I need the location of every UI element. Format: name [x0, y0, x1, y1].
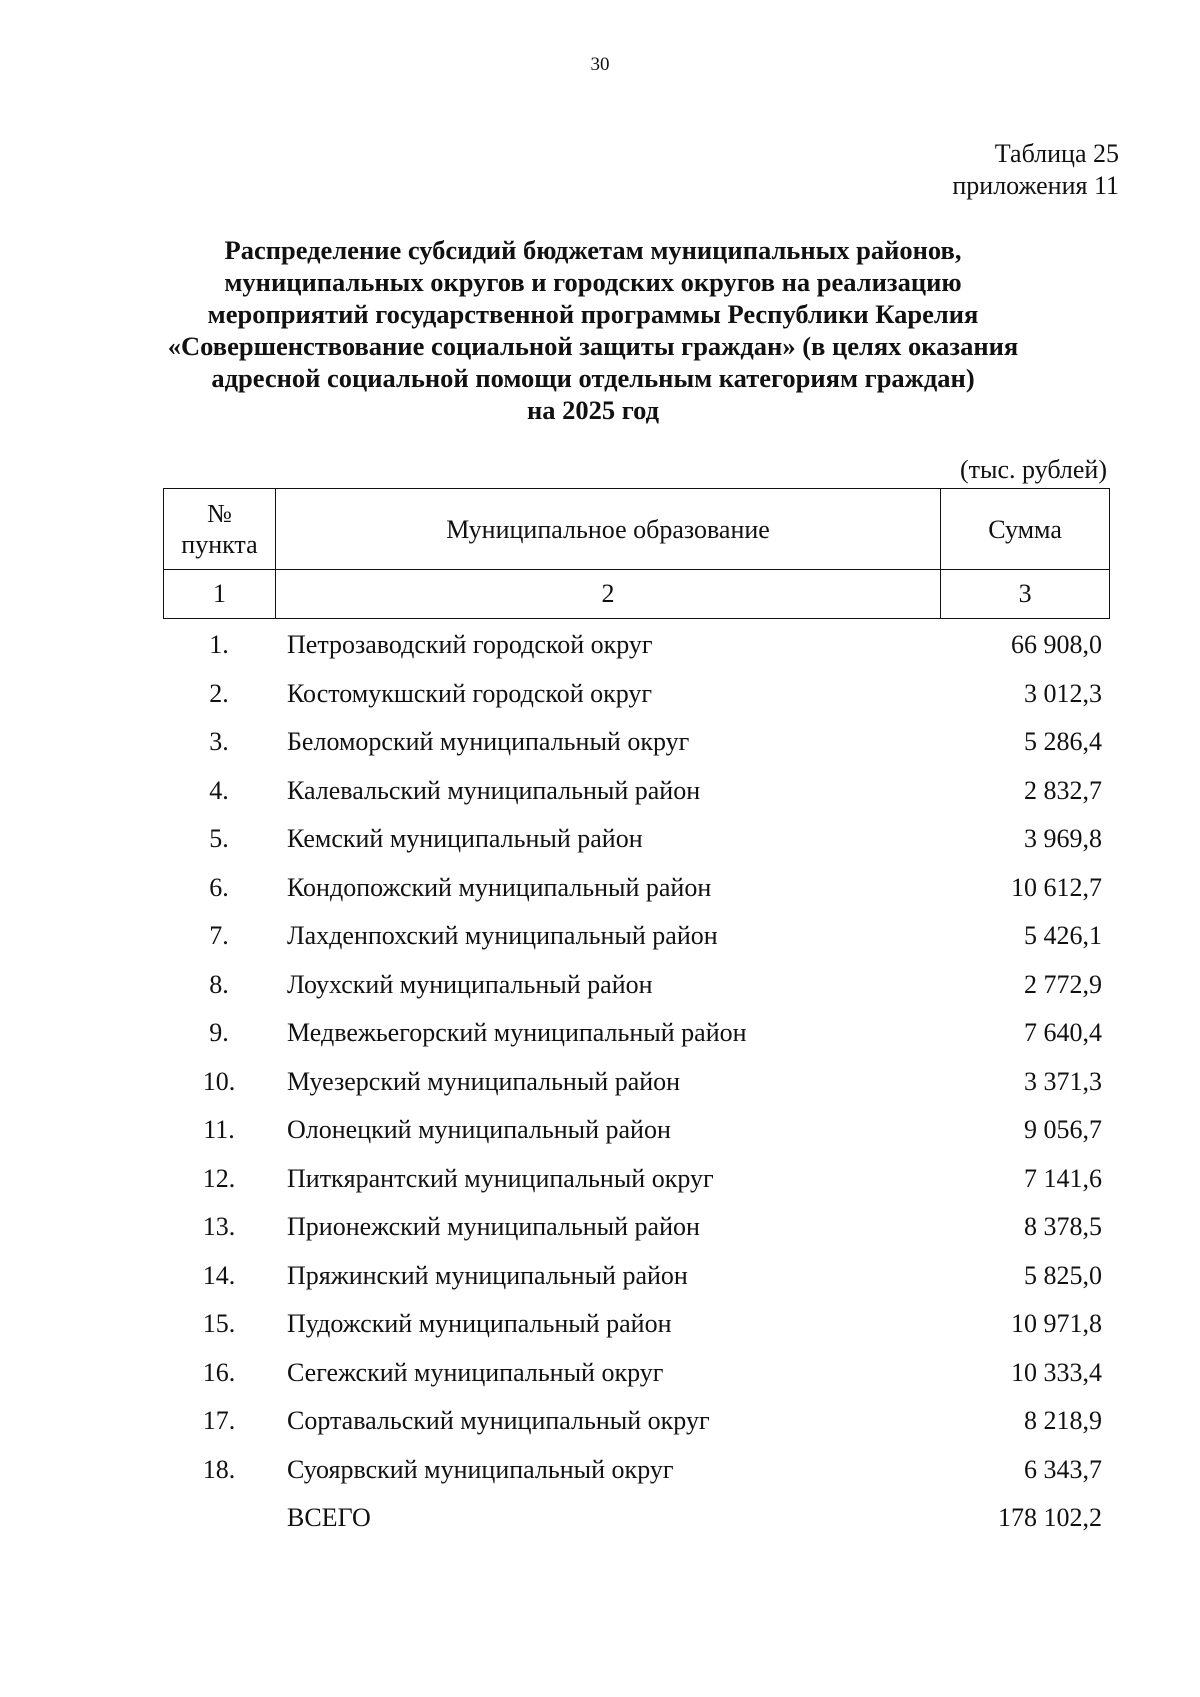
title-line: мероприятий государственной программы Республики Карелия — [207, 299, 979, 329]
table-header — [163, 488, 1110, 619]
row-municipality: Лахденпохский муниципальный район — [287, 921, 718, 950]
table-row — [163, 864, 1110, 913]
table-body — [163, 621, 1110, 1543]
row-number: 2. — [209, 678, 229, 708]
row-number: 3. — [209, 727, 229, 756]
row-municipality: Олонецкий муниципальный район — [287, 1115, 671, 1144]
row-number: 14. — [202, 1260, 236, 1290]
row-sum: 66 908,0 — [1011, 630, 1102, 659]
header-name-cell: Муниципальное образование — [275, 489, 940, 570]
row-number: 15. — [202, 1309, 236, 1338]
row-number: 8. — [209, 969, 229, 999]
header-num-symbol: № — [207, 499, 232, 528]
row-number: 9. — [209, 1018, 229, 1047]
row-sum: 3 969,8 — [1024, 824, 1102, 853]
title-line: адресной социальной помощи отдельным категориям граждан) — [211, 363, 975, 393]
table-reference — [952, 138, 1119, 202]
row-municipality: Беломорский муниципальный округ — [287, 727, 690, 756]
table-row — [163, 767, 1110, 816]
row-municipality: Петрозаводский городской округ — [287, 630, 653, 659]
row-number: 11. — [203, 1115, 235, 1144]
document-title — [120, 234, 1066, 426]
total-sum: 178 102,2 — [998, 1503, 1102, 1532]
row-municipality: Кондопожский муниципальный район — [287, 872, 712, 902]
row-sum: 8 378,5 — [1024, 1212, 1102, 1241]
row-sum: 5 426,1 — [1024, 921, 1102, 950]
row-number: 6. — [209, 872, 229, 902]
table-row — [163, 621, 1110, 670]
title-line: «Совершенствование социальной защиты граждан» (в целях оказания — [167, 331, 1019, 361]
row-municipality: Калевальский муниципальный район — [287, 775, 701, 805]
header-num-cell — [164, 489, 276, 570]
row-municipality: Лоухский муниципальный район — [287, 969, 653, 999]
table-reference-line-2: приложения 11 — [952, 171, 1119, 200]
table-row — [163, 1300, 1110, 1349]
row-sum: 10 612,7 — [1011, 872, 1102, 902]
row-municipality: Сортавальский муниципальный округ — [287, 1406, 710, 1435]
row-municipality: Кемский муниципальный район — [287, 824, 643, 853]
table-row — [163, 1155, 1110, 1204]
column-index-2: 2 — [275, 570, 940, 619]
row-number: 5. — [209, 824, 229, 853]
row-sum: 10 333,4 — [1011, 1357, 1102, 1387]
row-sum: 10 971,8 — [1011, 1309, 1102, 1338]
header-sum-cell: Сумма — [941, 489, 1110, 570]
table-row — [163, 1252, 1110, 1301]
row-municipality: Муезерский муниципальный район — [287, 1066, 681, 1096]
row-sum: 5 286,4 — [1024, 727, 1102, 756]
row-number: 1. — [209, 630, 229, 659]
row-sum: 6 343,7 — [1024, 1454, 1102, 1484]
table-row — [163, 1009, 1110, 1058]
row-number: 17. — [202, 1406, 236, 1435]
row-number: 7. — [209, 921, 229, 950]
table-row — [163, 1106, 1110, 1155]
title-line: муниципальных округов и городских округов на реализацию — [224, 267, 962, 297]
row-sum: 2 772,9 — [1024, 969, 1102, 999]
row-municipality: Питкярантский муниципальный округ — [287, 1163, 714, 1193]
row-number: 10. — [202, 1066, 236, 1096]
row-municipality: Пудожский муниципальный район — [287, 1309, 672, 1338]
table-row — [163, 912, 1110, 961]
column-index-3: 3 — [941, 570, 1110, 619]
table-row — [163, 1058, 1110, 1107]
row-municipality: Пряжинский муниципальный район — [287, 1260, 688, 1290]
row-number: 18. — [202, 1454, 236, 1484]
title-line: Распределение субсидий бюджетам муниципальных районов, — [224, 235, 962, 265]
row-sum: 3 371,3 — [1024, 1066, 1102, 1096]
table-row — [163, 1349, 1110, 1398]
row-municipality: Прионежский муниципальный район — [287, 1212, 700, 1241]
row-number: 12. — [202, 1163, 236, 1193]
table-row — [163, 1203, 1110, 1252]
row-sum: 9 056,7 — [1024, 1115, 1102, 1144]
total-row — [163, 1494, 1110, 1543]
row-number: 16. — [202, 1357, 236, 1387]
page-number: 30 — [590, 54, 610, 75]
table-row — [163, 1446, 1110, 1495]
units-label: (тыс. рублей) — [959, 455, 1107, 484]
table-row — [163, 670, 1110, 719]
row-sum: 7 640,4 — [1024, 1018, 1102, 1047]
row-municipality: Сегежский муниципальный округ — [287, 1357, 664, 1387]
row-sum: 8 218,9 — [1024, 1406, 1102, 1435]
row-sum: 7 141,6 — [1024, 1163, 1102, 1193]
total-label: ВСЕГО — [287, 1503, 371, 1532]
row-municipality: Суоярвский муниципальный округ — [287, 1454, 674, 1484]
row-number: 4. — [209, 775, 229, 805]
table-row — [163, 815, 1110, 864]
row-sum: 2 832,7 — [1024, 775, 1102, 805]
table-row — [163, 961, 1110, 1010]
row-municipality: Медвежьегорский муниципальный район — [287, 1018, 747, 1047]
table-reference-line-1: Таблица 25 — [994, 139, 1119, 168]
row-sum: 3 012,3 — [1024, 678, 1102, 708]
table-row — [163, 718, 1110, 767]
header-num-label: пункта — [181, 530, 258, 559]
table-row — [163, 1397, 1110, 1446]
row-municipality: Костомукшский городской округ — [287, 678, 653, 708]
title-line: на 2025 год — [526, 395, 660, 425]
column-index-1: 1 — [164, 570, 276, 619]
row-number: 13. — [202, 1212, 236, 1241]
row-sum: 5 825,0 — [1024, 1260, 1102, 1290]
